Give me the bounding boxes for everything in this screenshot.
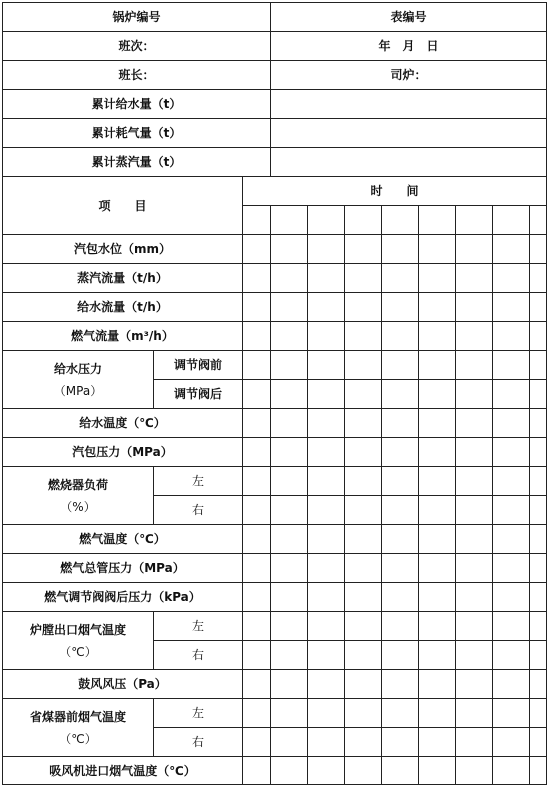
induced-fan-inlet-temp-label: 吸风机进口烟气温度（℃）	[3, 757, 243, 785]
data-cell[interactable]	[243, 264, 271, 293]
gas-temp-label: 燃气温度（℃）	[3, 525, 243, 554]
data-cell[interactable]	[308, 583, 345, 612]
feedwater-pressure-after-label: 调节阀后	[154, 380, 243, 409]
data-cell[interactable]	[308, 235, 345, 264]
data-cell[interactable]	[382, 496, 419, 525]
header-row-2	[3, 32, 547, 61]
data-cell[interactable]	[382, 583, 419, 612]
data-cell[interactable]	[456, 525, 493, 554]
furnace-outlet-temp-right-label: 右	[154, 641, 243, 670]
feedwater-temp-label: 给水温度（℃）	[3, 409, 243, 438]
header-row-3	[3, 61, 547, 90]
data-cell[interactable]	[345, 583, 382, 612]
data-cell[interactable]	[493, 525, 530, 554]
table-row	[3, 322, 547, 351]
data-cell[interactable]	[382, 641, 419, 670]
data-cell[interactable]	[530, 699, 547, 728]
data-cell[interactable]	[530, 264, 547, 293]
data-cell[interactable]	[271, 757, 308, 785]
data-cell[interactable]	[456, 583, 493, 612]
data-cell[interactable]	[456, 235, 493, 264]
data-cell[interactable]	[243, 380, 271, 409]
furnace-outlet-temp-label	[3, 612, 154, 670]
burner-load-label-line1: 燃烧器负荷	[47, 477, 108, 492]
data-cell[interactable]	[493, 670, 530, 699]
data-cell[interactable]	[271, 612, 308, 641]
table-row	[3, 525, 547, 554]
data-cell[interactable]	[419, 235, 456, 264]
data-cell[interactable]	[456, 264, 493, 293]
data-cell[interactable]	[243, 699, 271, 728]
data-cell[interactable]	[456, 322, 493, 351]
drum-level-label: 汽包水位（mm）	[3, 235, 243, 264]
data-cell[interactable]	[308, 496, 345, 525]
burner-load-left-label: 左	[154, 467, 243, 496]
data-cell[interactable]	[530, 612, 547, 641]
table-row	[3, 293, 547, 322]
gas-main-pressure-label: 燃气总管压力（MPa）	[3, 554, 243, 583]
data-cell[interactable]	[243, 351, 271, 380]
column-header-row-1	[3, 177, 547, 206]
data-cell[interactable]	[419, 757, 456, 785]
data-cell[interactable]	[271, 525, 308, 554]
table-row	[3, 670, 547, 699]
data-cell[interactable]	[456, 496, 493, 525]
data-cell[interactable]	[419, 293, 456, 322]
steam-flow-label: 蒸汽流量（t/h）	[3, 264, 243, 293]
data-cell[interactable]	[456, 670, 493, 699]
data-cell[interactable]	[382, 728, 419, 757]
data-cell[interactable]	[419, 467, 456, 496]
economizer-inlet-temp-right-label: 右	[154, 728, 243, 757]
data-cell[interactable]	[345, 322, 382, 351]
data-cell[interactable]	[271, 699, 308, 728]
data-cell[interactable]	[345, 525, 382, 554]
data-cell[interactable]	[530, 235, 547, 264]
data-cell[interactable]	[456, 641, 493, 670]
data-cell[interactable]	[456, 699, 493, 728]
data-cell[interactable]	[493, 235, 530, 264]
feedwater-pressure-label-line2: （MPa）	[53, 383, 103, 398]
data-cell[interactable]	[308, 612, 345, 641]
table-row	[3, 583, 547, 612]
economizer-inlet-temp-label-line1: 省煤器前烟气温度	[29, 709, 126, 724]
data-cell[interactable]	[271, 467, 308, 496]
data-cell[interactable]	[243, 322, 271, 351]
data-cell[interactable]	[493, 583, 530, 612]
data-cell[interactable]	[308, 699, 345, 728]
boiler-no-cell[interactable]: 锅炉编号	[3, 3, 271, 32]
data-cell[interactable]	[382, 699, 419, 728]
data-cell[interactable]	[345, 496, 382, 525]
time-slot-header-9[interactable]	[530, 206, 547, 235]
data-cell[interactable]	[493, 496, 530, 525]
data-cell[interactable]	[382, 322, 419, 351]
data-cell[interactable]	[345, 409, 382, 438]
data-cell[interactable]	[345, 235, 382, 264]
data-cell[interactable]	[308, 757, 345, 785]
data-cell[interactable]	[345, 293, 382, 322]
data-cell[interactable]	[419, 264, 456, 293]
fan-pressure-label: 鼓风风压（Pa）	[3, 670, 243, 699]
furnace-outlet-temp-label-line2: （℃）	[59, 644, 97, 659]
time-slot-header-4[interactable]	[345, 206, 382, 235]
data-cell[interactable]	[345, 612, 382, 641]
data-cell[interactable]	[493, 380, 530, 409]
table-row	[3, 699, 547, 728]
data-cell[interactable]	[345, 757, 382, 785]
data-cell[interactable]	[243, 525, 271, 554]
data-cell[interactable]	[271, 351, 308, 380]
data-cell[interactable]	[456, 612, 493, 641]
data-cell[interactable]	[345, 438, 382, 467]
date-cell[interactable]: 年 月 日	[271, 32, 547, 61]
table-row	[3, 467, 547, 496]
data-cell[interactable]	[530, 293, 547, 322]
data-cell[interactable]	[493, 641, 530, 670]
burner-load-label-line2: （%）	[60, 499, 96, 514]
data-cell[interactable]	[308, 467, 345, 496]
data-cell[interactable]	[243, 641, 271, 670]
data-cell[interactable]	[456, 409, 493, 438]
data-cell[interactable]	[382, 467, 419, 496]
table-row	[3, 612, 547, 641]
data-cell[interactable]	[530, 409, 547, 438]
data-cell[interactable]	[382, 264, 419, 293]
data-cell[interactable]	[530, 496, 547, 525]
data-cell[interactable]	[382, 293, 419, 322]
header-row-1	[3, 3, 547, 32]
data-cell[interactable]	[382, 554, 419, 583]
data-cell[interactable]	[345, 554, 382, 583]
data-cell[interactable]	[493, 409, 530, 438]
table-row	[3, 438, 547, 467]
data-cell[interactable]	[345, 728, 382, 757]
data-cell[interactable]	[382, 351, 419, 380]
data-cell[interactable]	[493, 264, 530, 293]
data-cell[interactable]	[456, 467, 493, 496]
gas-flow-label: 燃气流量（m³/h）	[3, 322, 243, 351]
data-cell[interactable]	[530, 380, 547, 409]
feedwater-pressure-label	[3, 351, 154, 409]
data-cell[interactable]	[308, 264, 345, 293]
data-cell[interactable]	[243, 612, 271, 641]
data-cell[interactable]	[419, 496, 456, 525]
data-cell[interactable]	[382, 409, 419, 438]
data-cell[interactable]	[243, 583, 271, 612]
data-cell[interactable]	[493, 757, 530, 785]
data-cell[interactable]	[493, 554, 530, 583]
data-cell[interactable]	[456, 728, 493, 757]
data-cell[interactable]	[493, 467, 530, 496]
data-cell[interactable]	[456, 438, 493, 467]
total-feedwater-value[interactable]	[271, 90, 547, 119]
data-cell[interactable]	[419, 351, 456, 380]
stoker-cell[interactable]: 司炉：	[271, 61, 547, 90]
shift-cell[interactable]: 班次：	[3, 32, 271, 61]
data-cell[interactable]	[308, 380, 345, 409]
data-cell[interactable]	[382, 438, 419, 467]
data-cell[interactable]	[382, 757, 419, 785]
data-cell[interactable]	[530, 438, 547, 467]
data-cell[interactable]	[530, 525, 547, 554]
data-cell[interactable]	[419, 554, 456, 583]
data-cell[interactable]	[308, 322, 345, 351]
data-cell[interactable]	[419, 728, 456, 757]
data-cell[interactable]	[308, 293, 345, 322]
data-cell[interactable]	[493, 293, 530, 322]
time-header: 时 间	[243, 177, 547, 206]
data-cell[interactable]	[419, 612, 456, 641]
data-cell[interactable]	[530, 670, 547, 699]
data-cell[interactable]	[271, 293, 308, 322]
data-cell[interactable]	[382, 525, 419, 554]
data-cell[interactable]	[345, 641, 382, 670]
data-cell[interactable]	[271, 438, 308, 467]
data-cell[interactable]	[419, 525, 456, 554]
total-gas-label: 累计耗气量（t）	[3, 119, 271, 148]
burner-load-right-label: 右	[154, 496, 243, 525]
data-cell[interactable]	[493, 699, 530, 728]
time-slot-header-8[interactable]	[493, 206, 530, 235]
data-cell[interactable]	[271, 380, 308, 409]
total-feedwater-label: 累计给水量（t）	[3, 90, 271, 119]
data-cell[interactable]	[345, 264, 382, 293]
feedwater-flow-label: 给水流量（t/h）	[3, 293, 243, 322]
economizer-inlet-temp-left-label: 左	[154, 699, 243, 728]
economizer-inlet-temp-label-line2: （℃）	[59, 731, 97, 746]
drum-pressure-label: 汽包压力（MPa）	[3, 438, 243, 467]
data-cell[interactable]	[243, 409, 271, 438]
data-cell[interactable]	[345, 351, 382, 380]
data-cell[interactable]	[308, 641, 345, 670]
data-cell[interactable]	[382, 235, 419, 264]
data-cell[interactable]	[419, 438, 456, 467]
data-cell[interactable]	[382, 380, 419, 409]
data-cell[interactable]	[345, 670, 382, 699]
time-slot-header-5[interactable]	[382, 206, 419, 235]
table-row	[3, 264, 547, 293]
data-cell[interactable]	[493, 612, 530, 641]
table-no-cell[interactable]: 表编号	[271, 3, 547, 32]
data-cell[interactable]	[308, 670, 345, 699]
total-feedwater-row	[3, 90, 547, 119]
time-slot-header-1[interactable]	[243, 206, 271, 235]
total-steam-row	[3, 148, 547, 177]
data-cell[interactable]	[271, 496, 308, 525]
data-cell[interactable]	[345, 380, 382, 409]
data-cell[interactable]	[243, 554, 271, 583]
data-cell[interactable]	[456, 757, 493, 785]
data-cell[interactable]	[419, 641, 456, 670]
burner-load-label	[3, 467, 154, 525]
total-steam-value[interactable]	[271, 148, 547, 177]
time-slot-header-6[interactable]	[419, 206, 456, 235]
data-cell[interactable]	[271, 322, 308, 351]
furnace-outlet-temp-left-label: 左	[154, 612, 243, 641]
data-cell[interactable]	[308, 351, 345, 380]
time-slot-header-2[interactable]	[271, 206, 308, 235]
data-cell[interactable]	[345, 467, 382, 496]
data-cell[interactable]	[530, 641, 547, 670]
data-cell[interactable]	[243, 728, 271, 757]
data-cell[interactable]	[345, 699, 382, 728]
data-cell[interactable]	[271, 641, 308, 670]
total-gas-value[interactable]	[271, 119, 547, 148]
data-cell[interactable]	[308, 409, 345, 438]
data-cell[interactable]	[308, 438, 345, 467]
data-cell[interactable]	[456, 554, 493, 583]
data-cell[interactable]	[419, 699, 456, 728]
data-cell[interactable]	[419, 583, 456, 612]
shift-leader-cell[interactable]: 班长：	[3, 61, 271, 90]
data-cell[interactable]	[419, 409, 456, 438]
data-cell[interactable]	[271, 264, 308, 293]
data-cell[interactable]	[271, 554, 308, 583]
data-cell[interactable]	[530, 728, 547, 757]
data-cell[interactable]	[382, 670, 419, 699]
data-cell[interactable]	[530, 351, 547, 380]
data-cell[interactable]	[530, 554, 547, 583]
data-cell[interactable]	[419, 322, 456, 351]
data-cell[interactable]	[271, 728, 308, 757]
furnace-outlet-temp-label-line1: 炉膛出口烟气温度	[29, 622, 126, 637]
data-cell[interactable]	[271, 583, 308, 612]
data-cell[interactable]	[271, 670, 308, 699]
table-row	[3, 757, 547, 785]
total-steam-label: 累计蒸汽量（t）	[3, 148, 271, 177]
data-cell[interactable]	[382, 612, 419, 641]
data-cell[interactable]	[308, 525, 345, 554]
data-cell[interactable]	[456, 380, 493, 409]
boiler-operation-log-table	[2, 2, 547, 785]
time-slot-header-3[interactable]	[308, 206, 345, 235]
data-cell[interactable]	[419, 670, 456, 699]
data-cell[interactable]	[243, 438, 271, 467]
data-cell[interactable]	[243, 467, 271, 496]
data-cell[interactable]	[493, 438, 530, 467]
data-cell[interactable]	[493, 728, 530, 757]
data-cell[interactable]	[243, 293, 271, 322]
data-cell[interactable]	[271, 409, 308, 438]
data-cell[interactable]	[243, 757, 271, 785]
data-cell[interactable]	[243, 670, 271, 699]
data-cell[interactable]	[493, 322, 530, 351]
data-cell[interactable]	[456, 293, 493, 322]
table-row	[3, 409, 547, 438]
table-row	[3, 351, 547, 380]
data-cell[interactable]	[243, 496, 271, 525]
feedwater-pressure-label-line1: 给水压力	[53, 361, 102, 376]
feedwater-pressure-before-label: 调节阀前	[154, 351, 243, 380]
table-row	[3, 554, 547, 583]
data-cell[interactable]	[271, 235, 308, 264]
data-cell[interactable]	[530, 583, 547, 612]
economizer-inlet-temp-label	[3, 699, 154, 757]
data-cell[interactable]	[493, 351, 530, 380]
gas-valve-post-pressure-label: 燃气调节阀阀后压力（kPa）	[3, 583, 243, 612]
item-header: 项 目	[3, 177, 243, 235]
data-cell[interactable]	[419, 380, 456, 409]
data-cell[interactable]	[308, 728, 345, 757]
data-cell[interactable]	[530, 757, 547, 785]
data-cell[interactable]	[530, 322, 547, 351]
total-gas-row	[3, 119, 547, 148]
data-cell[interactable]	[308, 554, 345, 583]
data-cell[interactable]	[243, 235, 271, 264]
time-slot-header-7[interactable]	[456, 206, 493, 235]
table-row	[3, 235, 547, 264]
data-cell[interactable]	[530, 467, 547, 496]
data-cell[interactable]	[456, 351, 493, 380]
